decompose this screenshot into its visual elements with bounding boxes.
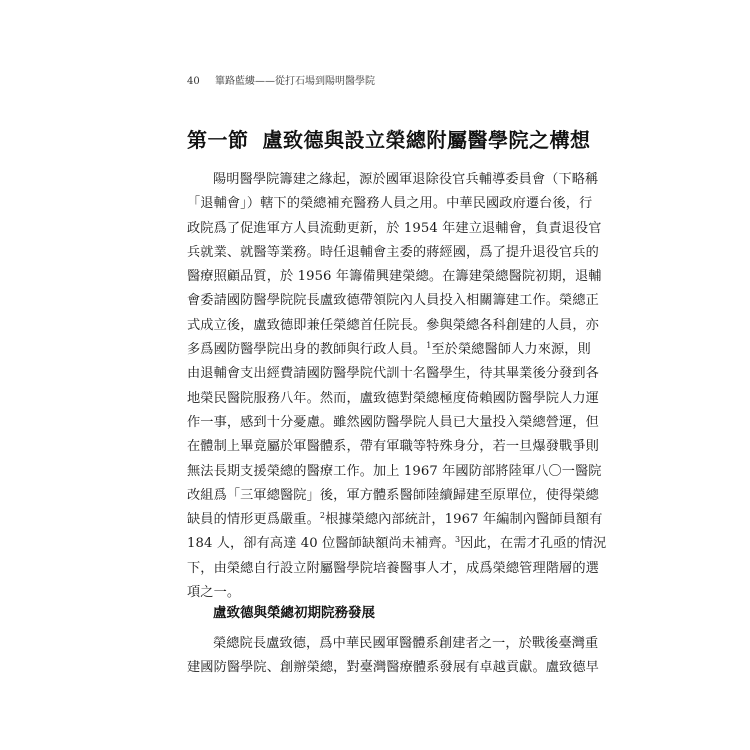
paragraph-line: 在體制上畢竟屬於軍醫體系，帶有軍職等特殊身分，若一旦爆發戰爭則	[187, 439, 599, 455]
paragraph-line: 「退輔會」）轄下的榮總補充醫務人員之用。中華民國政府遷台後，行	[187, 196, 593, 212]
paragraph-line: 由退輔會支出經費請國防醫學院代訓十名醫學生，待其畢業後分發到各	[187, 366, 599, 382]
paragraph-1	[187, 168, 607, 605]
paragraph-line: 榮總院長盧致德，爲中華民國軍醫體系創建者之一，於戰後臺灣重	[213, 636, 599, 651]
book-title: 篳路藍縷——從打石場到陽明醫學院	[215, 76, 375, 87]
paragraph-line: 改組爲「三軍總醫院」後，軍方體系醫師陸續歸建至原單位，使得榮總	[187, 487, 599, 503]
paragraph-line: 項之一。	[187, 585, 241, 601]
paragraph-line-with-footnote	[187, 532, 607, 556]
running-head	[187, 72, 375, 87]
paragraph-line: 下，由榮總自行設立附屬醫學院培養醫事人才，成爲榮總管理階層的選	[187, 560, 599, 576]
footnote-marker[interactable]: 2	[319, 511, 326, 521]
line-text: 根據榮總內部統計，1967 年編制內醫師員額有	[325, 512, 603, 528]
footnote-marker[interactable]: 1	[426, 341, 432, 351]
paragraph-line: 政院爲了促進軍方人員流動更新，於 1954 年建立退輔會，負責退役官	[187, 220, 602, 236]
paragraph-line-with-footnote	[187, 508, 603, 532]
section-title: 盧致德與設立榮總附屬醫學院之構想	[262, 128, 591, 152]
paragraph-line: 地榮民醫院服務八年。然而，盧致德對榮總極度倚賴國防醫學院人力運	[187, 390, 599, 406]
section-number: 第一節	[187, 128, 249, 152]
line-text: 184 人，卻有高達 40 位醫師缺額尚未補齊。	[187, 536, 455, 552]
section-heading	[187, 124, 591, 153]
line-text: 至於榮總醫師人力來源，則	[431, 342, 591, 358]
paragraph-line: 陽明醫學院籌建之緣起，源於國軍退除役官兵輔導委員會（下略稱	[213, 172, 599, 187]
paragraph-line: 醫療照顧品質，於 1956 年籌備興建榮總。在籌建榮總醫院初期，退輔	[187, 269, 602, 285]
footnote-marker[interactable]: 3	[454, 535, 461, 545]
line-text: 因此，在需才孔亟的情況	[460, 536, 607, 552]
paragraph-line-with-footnote	[187, 338, 591, 362]
line-text: 多爲國防醫學院出身的教師與行政人員。	[187, 342, 427, 358]
paragraph-2	[187, 632, 599, 681]
subsection-heading: 盧致德與榮總初期院務發展	[213, 605, 375, 621]
line-text: 缺員的情形更爲嚴重。	[187, 512, 320, 528]
paragraph-line: 式成立後，盧致德即兼任榮總首任院長。參與榮總各科創建的人員，亦	[187, 317, 599, 333]
paragraph-line: 建國防醫學院、創辦榮總，對臺灣醫療體系發展有卓越貢獻。盧致德早	[187, 660, 599, 676]
paragraph-line: 兵就業、就醫等業務。時任退輔會主委的蔣經國，爲了提升退役官兵的	[187, 244, 599, 260]
page-number: 40	[187, 76, 200, 87]
paragraph-line: 作一事，感到十分憂慮。雖然國防醫學院人員已大量投入榮總營運，但	[187, 414, 599, 430]
paragraph-line: 會委請國防醫學院院長盧致德帶領院內人員投入相關籌建工作。榮總正	[187, 293, 599, 309]
paragraph-line: 無法長期支援榮總的醫療工作。加上 1967 年國防部將陸軍八〇一醫院	[187, 463, 602, 479]
